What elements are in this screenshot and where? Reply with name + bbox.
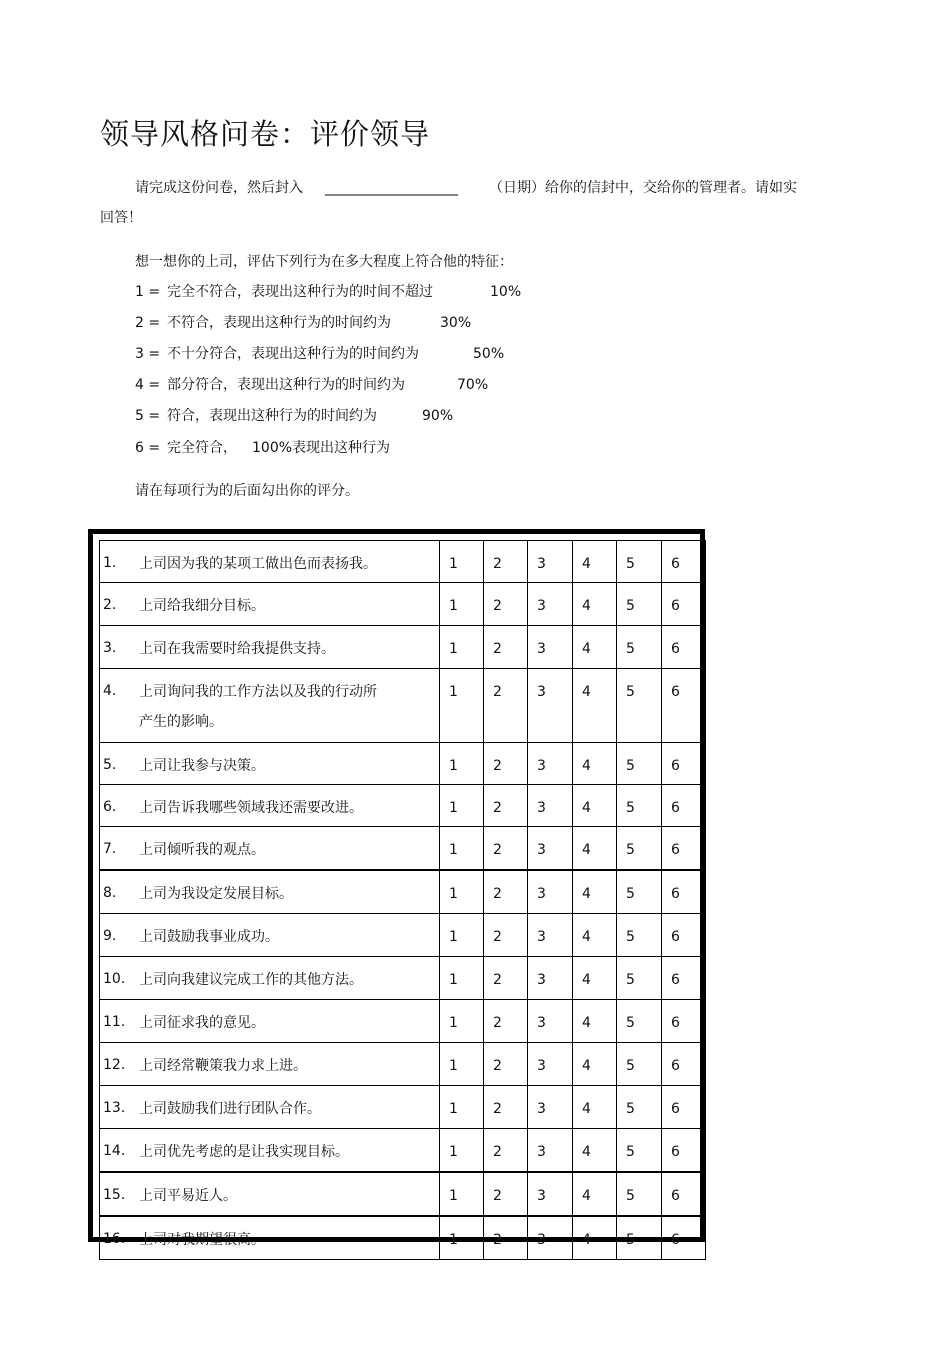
score-option-5[interactable]: 5	[617, 957, 662, 1000]
score-option-6[interactable]: 6	[662, 541, 706, 583]
score-option-3[interactable]: 3	[528, 1000, 573, 1043]
item-number: 10.	[103, 971, 126, 987]
item-number: 2.	[103, 597, 117, 613]
score-option-5[interactable]: 5	[617, 626, 662, 669]
table-row	[100, 785, 706, 827]
score-option-6[interactable]: 6	[662, 870, 706, 914]
item-text-line: 上司鼓励我们进行团队合作。	[139, 1101, 321, 1117]
item-cell	[100, 541, 440, 583]
item-text-line: 上司鼓励我事业成功。	[139, 929, 279, 945]
score-option-2[interactable]: 2	[484, 541, 528, 583]
score-option-4[interactable]: 4	[573, 669, 617, 743]
score-option-1[interactable]: 1	[440, 785, 484, 827]
score-option-6[interactable]: 6	[662, 957, 706, 1000]
score-option-4[interactable]: 4	[573, 1216, 617, 1260]
score-option-4[interactable]: 4	[573, 1086, 617, 1129]
score-option-1[interactable]: 1	[440, 1172, 484, 1216]
score-option-3[interactable]: 3	[528, 827, 573, 871]
item-cell	[100, 827, 440, 871]
score-option-2[interactable]: 2	[484, 669, 528, 743]
score-option-6[interactable]: 6	[662, 743, 706, 785]
item-text	[139, 1181, 237, 1211]
scale-number: 2 =	[135, 315, 161, 331]
item-number: 3.	[103, 640, 117, 656]
item-cell	[100, 1216, 440, 1260]
score-option-1[interactable]: 1	[440, 583, 484, 626]
score-option-3[interactable]: 3	[528, 870, 573, 914]
table-row	[100, 583, 706, 626]
score-option-4[interactable]: 4	[573, 583, 617, 626]
item-text	[139, 549, 377, 579]
questionnaire-table	[99, 540, 706, 1260]
item-text	[139, 634, 335, 664]
score-option-1[interactable]: 1	[440, 1000, 484, 1043]
table-row	[100, 1172, 706, 1216]
table-row	[100, 1086, 706, 1129]
score-option-1[interactable]: 1	[440, 541, 484, 583]
intro-line-2: 回答！	[100, 210, 142, 226]
score-option-6[interactable]: 6	[662, 669, 706, 743]
item-text	[139, 677, 377, 737]
score-option-1[interactable]: 1	[440, 870, 484, 914]
score-option-6[interactable]: 6	[662, 1129, 706, 1173]
score-option-2[interactable]: 2	[484, 1043, 528, 1086]
score-option-6[interactable]: 6	[662, 827, 706, 871]
score-option-2[interactable]: 2	[484, 1216, 528, 1260]
score-option-2[interactable]: 2	[484, 870, 528, 914]
score-option-3[interactable]: 3	[528, 1172, 573, 1216]
item-cell	[100, 1086, 440, 1129]
score-option-4[interactable]: 4	[573, 957, 617, 1000]
item-number: 9.	[103, 928, 117, 944]
score-option-2[interactable]: 2	[484, 743, 528, 785]
item-text	[139, 965, 363, 995]
intro-text-part1: 请完成这份问卷，然后封入	[135, 180, 303, 196]
table-row	[100, 541, 706, 583]
table-row	[100, 957, 706, 1000]
item-number: 7.	[103, 841, 117, 857]
score-option-3[interactable]: 3	[528, 743, 573, 785]
scale-description: 不十分符合，表现出这种行为的时间约为	[167, 346, 419, 362]
scale-description: 完全不符合，表现出这种行为的时间不超过	[167, 284, 433, 300]
score-option-5[interactable]: 5	[617, 870, 662, 914]
score-option-3[interactable]: 3	[528, 957, 573, 1000]
score-option-1[interactable]: 1	[440, 1086, 484, 1129]
score-option-3[interactable]: 3	[528, 669, 573, 743]
item-text	[139, 1094, 321, 1124]
item-text-line: 上司倾听我的观点。	[139, 842, 265, 858]
score-option-2[interactable]: 2	[484, 583, 528, 626]
table-row	[100, 914, 706, 957]
score-option-5[interactable]: 5	[617, 827, 662, 871]
item-text-line: 上司经常鞭策我力求上进。	[139, 1058, 307, 1074]
questionnaire-table-frame	[88, 529, 705, 1248]
score-option-3[interactable]: 3	[528, 1216, 573, 1260]
date-blank: ___________________	[325, 180, 458, 196]
score-option-4[interactable]: 4	[573, 1043, 617, 1086]
item-number: 8.	[103, 885, 117, 901]
scale-percentage: 50%	[473, 346, 505, 362]
item-text-line: 上司对我期望很高。	[139, 1232, 265, 1248]
table-row	[100, 669, 706, 743]
item-text-line: 上司询问我的工作方法以及我的行动所	[139, 684, 377, 700]
score-option-5[interactable]: 5	[617, 1043, 662, 1086]
table-row	[100, 1000, 706, 1043]
score-option-1[interactable]: 1	[440, 914, 484, 957]
score-option-4[interactable]: 4	[573, 743, 617, 785]
score-option-6[interactable]: 6	[662, 583, 706, 626]
table-row	[100, 1043, 706, 1086]
item-text-line: 上司征求我的意见。	[139, 1015, 265, 1031]
item-text-line: 产生的影响。	[139, 714, 223, 730]
score-option-3[interactable]: 3	[528, 541, 573, 583]
page-title: 领导风格问卷：评价领导	[100, 117, 431, 151]
score-option-2[interactable]: 2	[484, 1172, 528, 1216]
score-option-6[interactable]: 6	[662, 1086, 706, 1129]
score-option-1[interactable]: 1	[440, 1129, 484, 1173]
score-option-2[interactable]: 2	[484, 626, 528, 669]
scale-number: 5 =	[135, 408, 161, 424]
score-option-2[interactable]: 2	[484, 957, 528, 1000]
score-option-5[interactable]: 5	[617, 1172, 662, 1216]
score-option-4[interactable]: 4	[573, 827, 617, 871]
score-option-2[interactable]: 2	[484, 1086, 528, 1129]
scale-number: 1 =	[135, 284, 161, 300]
item-text-line: 上司向我建议完成工作的其他方法。	[139, 972, 363, 988]
score-option-4[interactable]: 4	[573, 870, 617, 914]
scale-percentage: 70%	[457, 377, 489, 393]
score-option-2[interactable]: 2	[484, 1000, 528, 1043]
item-text-line: 上司因为我的某项工做出色而表扬我。	[139, 556, 377, 572]
score-option-1[interactable]: 1	[440, 827, 484, 871]
table-row	[100, 1129, 706, 1173]
score-option-4[interactable]: 4	[573, 1129, 617, 1173]
item-number: 15.	[103, 1187, 126, 1203]
score-option-5[interactable]: 5	[617, 1129, 662, 1173]
score-option-1[interactable]: 1	[440, 1216, 484, 1260]
item-number: 1.	[103, 555, 117, 571]
item-cell	[100, 1000, 440, 1043]
scale-description: 符合，表现出这种行为的时间约为	[167, 408, 377, 424]
tick-instruction: 请在每项行为的后面勾出你的评分。	[135, 483, 359, 499]
item-cell	[100, 1043, 440, 1086]
item-number: 16.	[103, 1231, 126, 1247]
scale-percentage: 90%	[422, 408, 454, 424]
item-text-line: 上司为我设定发展目标。	[139, 886, 293, 902]
item-number: 12.	[103, 1057, 126, 1073]
score-option-6[interactable]: 6	[662, 1000, 706, 1043]
score-option-5[interactable]: 5	[617, 583, 662, 626]
score-option-3[interactable]: 3	[528, 1043, 573, 1086]
item-number: 13.	[103, 1100, 126, 1116]
item-cell	[100, 785, 440, 827]
score-option-4[interactable]: 4	[573, 626, 617, 669]
score-option-6[interactable]: 6	[662, 785, 706, 827]
score-option-1[interactable]: 1	[440, 957, 484, 1000]
item-text	[139, 835, 265, 865]
item-text	[139, 793, 363, 823]
item-text	[139, 1008, 265, 1038]
item-text	[139, 1051, 307, 1081]
item-text	[139, 591, 265, 621]
score-option-5[interactable]: 5	[617, 1216, 662, 1260]
item-number: 6.	[103, 799, 117, 815]
item-text-line: 上司优先考虑的是让我实现目标。	[139, 1144, 349, 1160]
item-cell	[100, 957, 440, 1000]
score-option-5[interactable]: 5	[617, 1086, 662, 1129]
scale-description: 完全符合，	[167, 440, 237, 456]
score-option-3[interactable]: 3	[528, 785, 573, 827]
scale-number: 6 =	[135, 440, 161, 456]
score-option-6[interactable]: 6	[662, 914, 706, 957]
item-cell	[100, 583, 440, 626]
score-option-1[interactable]: 1	[440, 669, 484, 743]
item-text-line: 上司给我细分目标。	[139, 598, 265, 614]
item-text	[139, 879, 293, 909]
item-text	[139, 1225, 265, 1255]
score-option-3[interactable]: 3	[528, 1086, 573, 1129]
score-option-4[interactable]: 4	[573, 1000, 617, 1043]
scale-percentage: 100%表现出这种行为	[252, 440, 391, 456]
scale-number: 3 =	[135, 346, 161, 362]
item-cell	[100, 743, 440, 785]
score-option-6[interactable]: 6	[662, 1216, 706, 1260]
score-option-4[interactable]: 4	[573, 1172, 617, 1216]
table-row	[100, 870, 706, 914]
table-row	[100, 626, 706, 669]
score-option-1[interactable]: 1	[440, 743, 484, 785]
score-option-6[interactable]: 6	[662, 1043, 706, 1086]
score-option-3[interactable]: 3	[528, 914, 573, 957]
score-option-2[interactable]: 2	[484, 914, 528, 957]
score-option-3[interactable]: 3	[528, 626, 573, 669]
score-option-5[interactable]: 5	[617, 785, 662, 827]
score-option-4[interactable]: 4	[573, 785, 617, 827]
score-option-2[interactable]: 2	[484, 785, 528, 827]
item-cell	[100, 914, 440, 957]
score-option-3[interactable]: 3	[528, 583, 573, 626]
item-text-line: 上司在我需要时给我提供支持。	[139, 641, 335, 657]
item-number: 5.	[103, 757, 117, 773]
score-option-5[interactable]: 5	[617, 914, 662, 957]
item-cell	[100, 870, 440, 914]
score-option-5[interactable]: 5	[617, 1000, 662, 1043]
score-option-1[interactable]: 1	[440, 626, 484, 669]
instruction-text: 想一想你的上司，评估下列行为在多大程度上符合他的特征：	[135, 254, 513, 270]
scale-number: 4 =	[135, 377, 161, 393]
item-text	[139, 751, 265, 781]
score-option-2[interactable]: 2	[484, 827, 528, 871]
item-cell	[100, 669, 440, 743]
scale-description: 不符合，表现出这种行为的时间约为	[167, 315, 391, 331]
score-option-5[interactable]: 5	[617, 669, 662, 743]
item-cell	[100, 1129, 440, 1173]
item-cell	[100, 1172, 440, 1216]
item-text-line: 上司让我参与决策。	[139, 758, 265, 774]
score-option-6[interactable]: 6	[662, 626, 706, 669]
item-text	[139, 922, 279, 952]
score-option-2[interactable]: 2	[484, 1129, 528, 1173]
item-text	[139, 1137, 349, 1167]
scale-percentage: 10%	[490, 284, 522, 300]
item-number: 4.	[103, 683, 117, 699]
score-option-1[interactable]: 1	[440, 1043, 484, 1086]
table-row	[100, 827, 706, 871]
score-option-4[interactable]: 4	[573, 914, 617, 957]
intro-text-part2: （日期）给你的信封中，交给你的管理者。请如实	[489, 180, 797, 196]
table-row	[100, 1216, 706, 1260]
item-number: 14.	[103, 1143, 126, 1159]
score-option-4[interactable]: 4	[573, 541, 617, 583]
item-number: 11.	[103, 1014, 126, 1030]
item-text-line: 上司告诉我哪些领域我还需要改进。	[139, 800, 363, 816]
item-text-line: 上司平易近人。	[139, 1188, 237, 1204]
score-option-5[interactable]: 5	[617, 541, 662, 583]
scale-description: 部分符合，表现出这种行为的时间约为	[167, 377, 405, 393]
intro-line-1	[135, 178, 797, 198]
table-row	[100, 743, 706, 785]
score-option-6[interactable]: 6	[662, 1172, 706, 1216]
score-option-5[interactable]: 5	[617, 743, 662, 785]
score-option-3[interactable]: 3	[528, 1129, 573, 1173]
scale-percentage: 30%	[440, 315, 472, 331]
item-cell	[100, 626, 440, 669]
